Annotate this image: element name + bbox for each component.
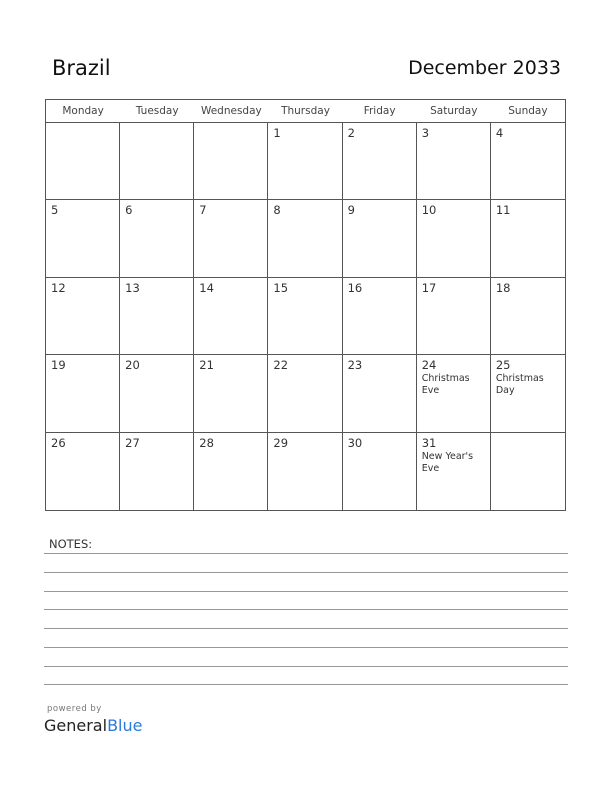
- day-number: 26: [51, 435, 66, 450]
- day-cell: [417, 123, 491, 200]
- day-cell: [417, 278, 491, 355]
- weekday-header: Wednesday: [194, 100, 268, 123]
- month-title: December 2033: [408, 57, 561, 79]
- day-number: 15: [273, 280, 289, 295]
- day-number: 31: [421, 435, 437, 450]
- weekday-header: Friday: [343, 100, 417, 123]
- day-cell: [46, 200, 120, 277]
- day-cell: [120, 433, 194, 510]
- day-number: 28: [199, 435, 214, 450]
- notes-line: [44, 609, 568, 610]
- day-cell: [120, 278, 194, 355]
- day-number: 23: [347, 358, 363, 373]
- day-number: 14: [199, 280, 214, 295]
- brand-general: General: [44, 716, 108, 735]
- day-number: 10: [421, 203, 437, 218]
- day-number: 13: [125, 280, 140, 295]
- day-number: 7: [199, 203, 207, 218]
- day-cell: [46, 278, 120, 355]
- day-cell: [343, 200, 417, 277]
- day-cell: [343, 355, 417, 432]
- day-cell: [194, 355, 268, 432]
- brand-logo: [44, 716, 142, 735]
- day-cell: [268, 278, 342, 355]
- day-cell: [491, 123, 565, 200]
- day-cell: [491, 200, 565, 277]
- day-cell: [194, 123, 268, 200]
- notes-line: [44, 572, 568, 573]
- day-number: 12: [51, 280, 66, 295]
- weekday-header: Thursday: [268, 100, 342, 123]
- notes-label: NOTES:: [49, 537, 93, 551]
- day-number: 25: [495, 358, 511, 373]
- day-cell: [417, 433, 491, 510]
- day-number: 16: [347, 280, 363, 295]
- notes-line: [44, 553, 568, 554]
- day-number: 4: [495, 126, 504, 140]
- day-number: 2: [347, 126, 355, 140]
- notes-line: [44, 666, 568, 667]
- day-cell: [46, 355, 120, 432]
- day-cell: [491, 278, 565, 355]
- day-cell: [491, 433, 565, 510]
- day-number: 11: [495, 203, 511, 218]
- day-number: 29: [273, 435, 289, 450]
- day-number: 5: [51, 203, 59, 218]
- powered-by-text: powered by: [47, 704, 102, 714]
- notes-line: [44, 628, 568, 629]
- day-cell: [268, 433, 342, 510]
- day-cell: [194, 278, 268, 355]
- weekday-header: Monday: [46, 100, 120, 123]
- day-cell: [46, 433, 120, 510]
- weekday-header: Saturday: [417, 100, 491, 123]
- calendar-grid: [45, 99, 566, 511]
- day-cell: [417, 355, 491, 432]
- day-cell: [343, 278, 417, 355]
- day-number: 20: [125, 358, 140, 373]
- brand-blue: Blue: [107, 716, 143, 735]
- day-cell: [491, 355, 565, 432]
- day-number: 30: [347, 435, 363, 450]
- day-number: 8: [273, 203, 281, 218]
- day-number: 1: [273, 126, 281, 140]
- holiday-label: Christmas Eve: [421, 373, 470, 397]
- day-cell: [194, 200, 268, 277]
- day-cell: [120, 355, 194, 432]
- day-cell: [194, 433, 268, 510]
- day-number: 3: [421, 126, 430, 140]
- day-cell: [343, 123, 417, 200]
- weekday-header: Sunday: [491, 100, 565, 123]
- day-cell: [120, 200, 194, 277]
- day-cell: [268, 200, 342, 277]
- day-number: 22: [273, 358, 289, 373]
- weekday-header: Tuesday: [120, 100, 194, 123]
- notes-line: [44, 591, 568, 592]
- day-cell: [268, 123, 342, 200]
- day-number: 19: [51, 358, 66, 373]
- day-number: 24: [421, 358, 437, 373]
- day-number: 17: [421, 280, 437, 295]
- day-cell: [343, 433, 417, 510]
- day-number: 18: [495, 280, 511, 295]
- notes-line: [44, 647, 568, 648]
- day-number: 21: [199, 358, 214, 373]
- notes-line: [44, 684, 568, 685]
- day-number: 9: [347, 203, 355, 218]
- day-cell: [268, 355, 342, 432]
- country-title: Brazil: [52, 56, 111, 80]
- day-number: 6: [125, 203, 133, 218]
- day-number: 27: [125, 435, 140, 450]
- holiday-label: New Year's Eve: [421, 450, 474, 474]
- holiday-label: Christmas Day: [495, 373, 544, 397]
- day-cell: [46, 123, 120, 200]
- day-cell: [417, 200, 491, 277]
- day-cell: [120, 123, 194, 200]
